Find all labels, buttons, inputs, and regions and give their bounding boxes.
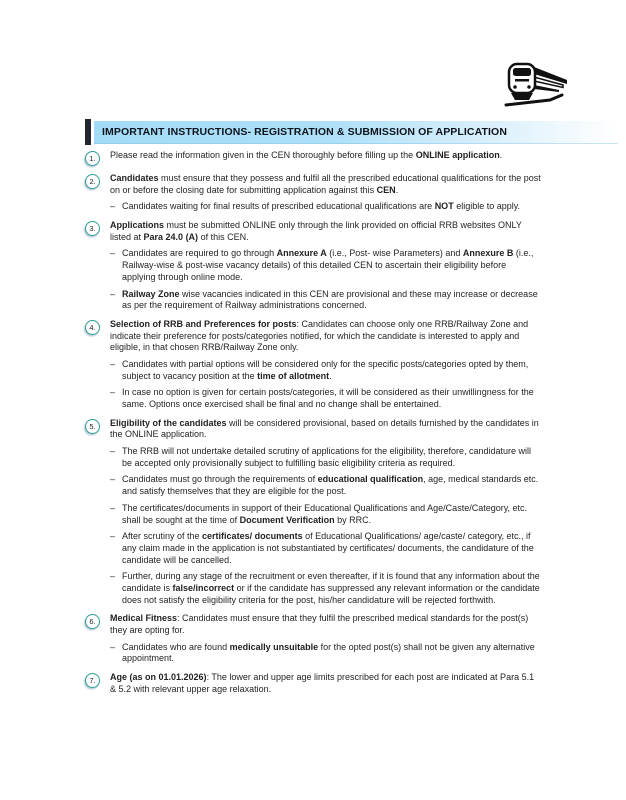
header-accent-bar [85, 119, 91, 145]
sub-text: Railway Zone wise vacancies indicated in this CEN are provisional and these may increase or decrease as per the requirement of Railway administrations concerned. [122, 288, 538, 311]
instruction-item [85, 173, 542, 213]
item-text: Please read the information given in the CEN thoroughly before filling up the ONLINE application. [110, 150, 503, 160]
item-number-column [85, 173, 110, 213]
sub-text: Candidates waiting for final results of prescribed educational qualifications are NOT eligible to apply. [122, 201, 521, 212]
item-body [110, 319, 542, 411]
sub-dash: – [110, 641, 116, 652]
item-text: Candidates must ensure that they possess and fulfil all the prescribed educational qualifications for the post on or before the closing date for submitting application against this CEN. [110, 173, 541, 195]
item-subs [110, 359, 542, 411]
item-number-badge: 1. [85, 151, 100, 166]
sub-dash: – [110, 248, 116, 259]
sub-item [110, 289, 542, 312]
sub-dash: – [110, 288, 116, 299]
item-body [110, 672, 542, 695]
item-subs [110, 248, 542, 311]
item-number-badge: 2. [85, 174, 100, 189]
sub-item [110, 201, 542, 213]
item-number-badge: 6. [85, 614, 100, 629]
sub-item [110, 248, 542, 283]
item-number-column [85, 613, 110, 665]
train-icon [504, 60, 570, 110]
sub-text: The certificates/documents in support of their Educational Qualifications and Age/Caste/Category, etc. shall be sought at the time of Document Verification by RRC. [122, 502, 528, 525]
sub-item [110, 642, 542, 665]
item-number-badge: 3. [85, 221, 100, 236]
sub-dash: – [110, 571, 116, 582]
sub-item [110, 474, 542, 497]
sub-text: Candidates must go through the requirements of educational qualification, age, medical standards etc. and satisfy themselves that they are eligible for the post. [122, 474, 539, 497]
sub-text: In case no option is given for certain posts/categories, it will be considered as their unwillingness for the same. Options once exercised shall be final and no change shall be entertained. [122, 387, 534, 409]
item-body [110, 173, 542, 213]
item-body [110, 613, 542, 665]
instruction-item [85, 418, 542, 607]
sub-text: Candidates are required to go through Annexure A (i.e., Post- wise Parameters) and Annexure B (i.e., Railway-wise & post-wise vacancy details) of this detailed CEN to ascertain their eligibility before applying through online mode. [122, 248, 534, 282]
sub-item [110, 571, 542, 606]
sub-text: Candidates with partial options will be considered only for the specific posts/categories opted by them, subject to vacancy position at the time of allotment. [122, 358, 529, 381]
item-text: Age (as on 01.01.2026): The lower and upper age limits prescribed for each post are indicated at Para 5.1 & 5.2 with relevant upper age relaxation. [110, 672, 535, 694]
item-number-column [85, 418, 110, 607]
item-body [110, 418, 542, 607]
sub-dash: – [110, 387, 116, 398]
sub-item [110, 531, 542, 566]
item-number-column [85, 150, 110, 166]
sub-text: Further, during any stage of the recruitment or even thereafter, if it is found that any information about the candidate is false/incorrect or if the candidate has suppressed any relevant information or the candidate does not satisfy the eligibility criteria for the post, his/her candidature will be rejected forthwith. [122, 571, 540, 605]
sub-text: Candidates who are found medically unsuitable for the opted post(s) shall not be given any alternative appointment. [122, 641, 535, 664]
instruction-item [85, 672, 542, 695]
sub-dash: – [110, 201, 116, 212]
item-text: Eligibility of the candidates will be considered provisional, based on details furnished by the candidates in the ONLINE application. [110, 417, 539, 440]
sub-dash: – [110, 358, 116, 369]
item-subs [110, 446, 542, 606]
instructions-list [85, 150, 542, 702]
item-number-badge: 5. [85, 419, 100, 434]
item-number-badge: 4. [85, 320, 100, 335]
item-body [110, 150, 542, 166]
sub-item [110, 387, 542, 410]
section-title: IMPORTANT INSTRUCTIONS- REGISTRATION & SUBMISSION OF APPLICATION [102, 125, 508, 138]
item-subs [110, 642, 542, 665]
sub-text: After scrutiny of the certificates/ documents of Educational Qualifications/ age/caste/ category, etc., if any claim made in the application is not substantiated by certificates/ documents, the candidature of the candidate will be cancelled. [122, 531, 534, 565]
sub-item [110, 446, 542, 469]
item-text: Selection of RRB and Preferences for posts: Candidates can choose only one RRB/Railway Zone and indicate their preference for posts/categories notified, for which the candidate is interested to apply and eligible, in that chosen RRB/Railway Zone only. [110, 318, 529, 353]
instruction-item [85, 150, 542, 166]
sub-dash: – [110, 474, 116, 485]
item-text: Applications must be submitted ONLINE only through the link provided on official RRB websites ONLY listed at Para 24.0 (A) of this CEN. [110, 220, 522, 242]
sub-dash: – [110, 531, 116, 542]
item-number-column [85, 672, 110, 695]
sub-item [110, 503, 542, 526]
item-number-column [85, 319, 110, 411]
item-number-column [85, 220, 110, 312]
header-band [94, 121, 618, 144]
item-body [110, 220, 542, 312]
item-text: Medical Fitness: Candidates must ensure that they fulfil the prescribed medical standards for the post(s) they are opting for. [110, 613, 529, 635]
instruction-item [85, 613, 542, 665]
sub-dash: – [110, 502, 116, 513]
sub-dash: – [110, 446, 116, 457]
item-number-badge: 7. [85, 673, 100, 688]
instruction-item [85, 319, 542, 411]
sub-text: The RRB will not undertake detailed scrutiny of applications for the eligibility, therefore, candidature will be accepted only provisionally subject to fulfilling basic eligibility criteria as required. [122, 446, 532, 468]
item-subs [110, 201, 542, 213]
instruction-item [85, 220, 542, 312]
section-header [85, 119, 618, 145]
sub-item [110, 359, 542, 382]
